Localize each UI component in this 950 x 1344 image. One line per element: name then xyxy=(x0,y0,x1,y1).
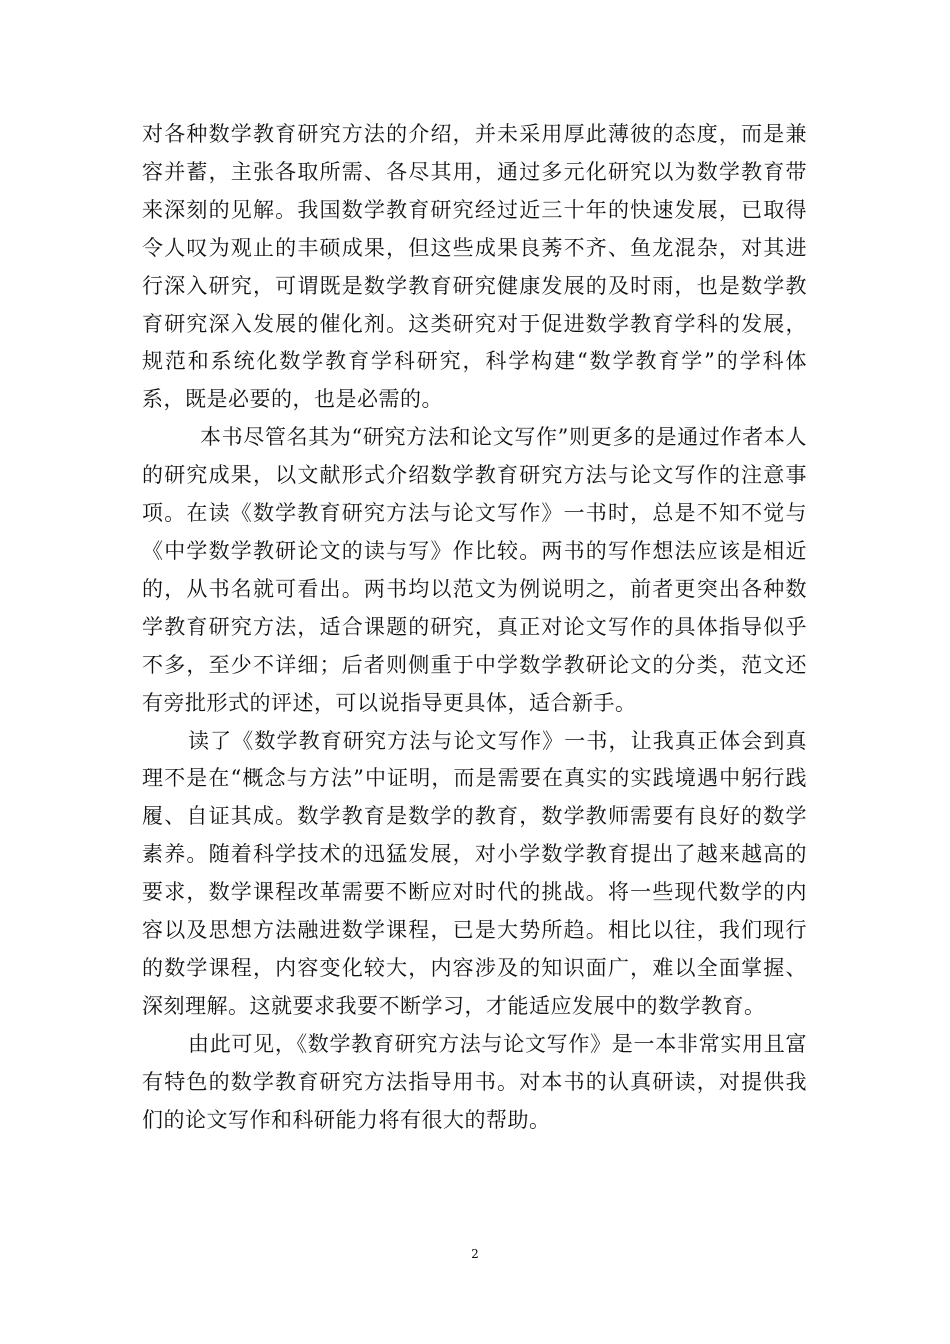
paragraph-3: 读了《数学教育研究方法与论文写作》一书，让我真正体会到真理不是在“概念与方法”中证明，而是需要在真实的实践境遇中躬行践履、自证其成。数学教育是数学的教育，数学教师需要有良好的数学素养。随着科学技术的迅猛发展，对小学数学教育提出了越来越高的要求，数学课程改革需要不断应对时代的挑战。将一些现代数学的内容以及思想方法融进数学课程，已是大势所趋。相比以往，我们现行的数学课程，内容变化较大，内容涉及的知识面广，难以全面掌握、深刻理解。这就要求我要不断学习，才能适应发展中的数学教育。 xyxy=(142,728,807,1018)
page-number: 2 xyxy=(471,1247,479,1261)
body-text xyxy=(142,116,807,1139)
paragraph-2: 本书尽管名其为“研究方法和论文写作”则更多的是通过作者本人的研究成果，以文献形式介绍数学教育研究方法与论文写作的注意事项。在读《数学教育研究方法与论文写作》一书时，总是不知不觉与《中学数学教研论文的读与写》作比较。两书的写作想法应该是相近的，从书名就可看出。两书均以范文为例说明之，前者更突出各种数学教育研究方法，适合课题的研究，真正对论文写作的具体指导似乎不多，至少不详细；后者则侧重于中学数学教研论文的分类，范文还有旁批形式的评述，可以说指导更具体，适合新手。 xyxy=(142,425,807,715)
paragraph-4: 由此可见，《数学教育研究方法与论文写作》是一本非常实用且富有特色的数学教育研究方法指导用书。对本书的认真研读，对提供我们的论文写作和科研能力将有很大的帮助。 xyxy=(142,1031,807,1132)
paragraph-1: 对各种数学教育研究方法的介绍，并未采用厚此薄彼的态度，而是兼容并蓄，主张各取所需、各尽其用，通过多元化研究以为数学教育带来深刻的见解。我国数学教育研究经过近三十年的快速发展，已取得令人叹为观止的丰硕成果，但这些成果良莠不齐、鱼龙混杂，对其进行深入研究，可谓既是数学教育研究健康发展的及时雨，也是数学教育研究深入发展的催化剂。这类研究对于促进数学教育学科的发展，规范和系统化数学教育学科研究，科学构建“数学教育学”的学科体系，既是必要的，也是必需的。 xyxy=(142,122,807,412)
